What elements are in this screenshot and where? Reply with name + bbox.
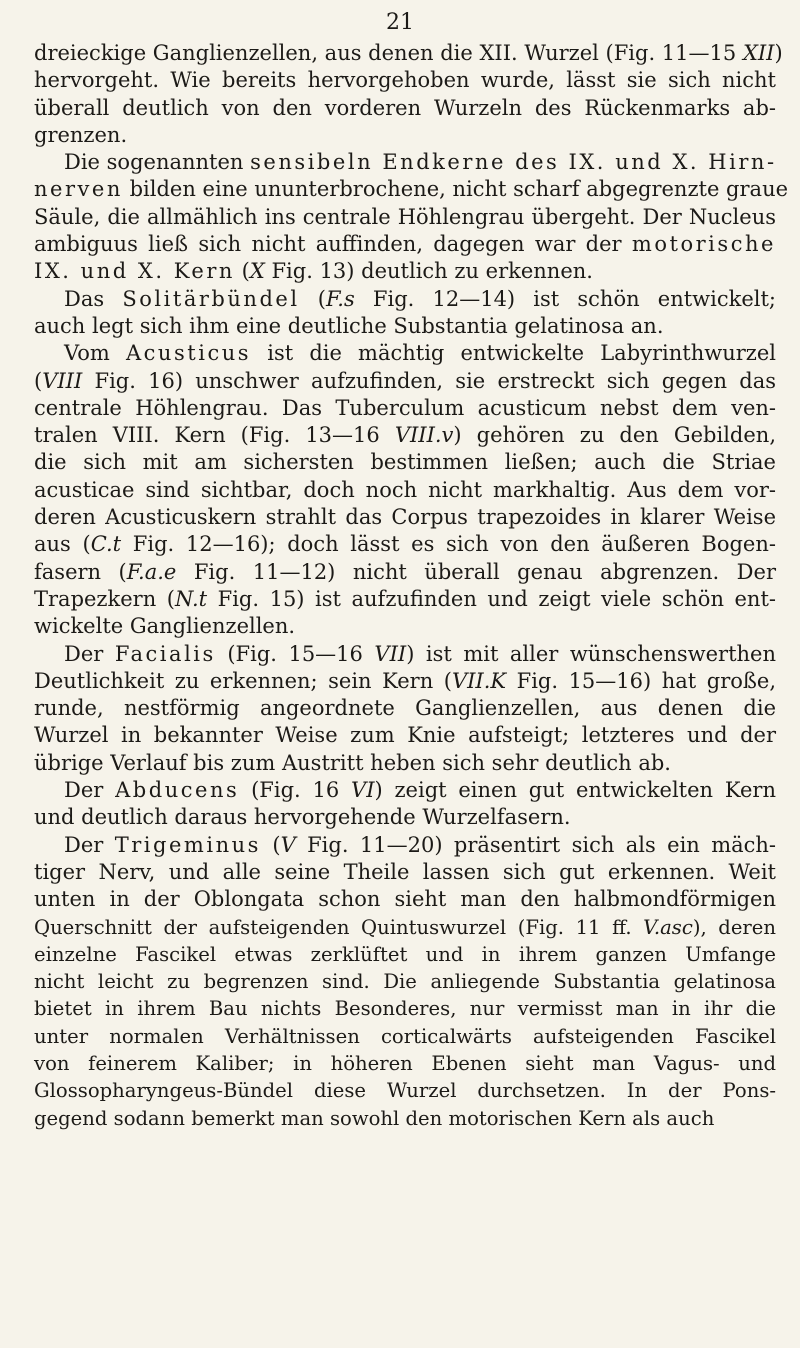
italic-reference: VIII.v: [394, 423, 454, 448]
text-line: [34, 122, 776, 149]
text-line: [34, 832, 776, 859]
text-segment: von feinerem Kaliber; in höheren Ebenen sieht man Vagus- und: [34, 1051, 776, 1075]
text-segment: Fig. 12—14) ist schön entwickelt;: [354, 286, 777, 311]
text-segment: Der: [64, 641, 115, 666]
text-segment: Fig. 15—16) hat große,: [506, 668, 777, 693]
text-line: [34, 95, 776, 122]
italic-reference: VII.K: [451, 668, 507, 693]
text-line: [34, 750, 776, 777]
text-segment: aus (: [34, 532, 91, 557]
text-segment: einzelne Fascikel etwas zerklüftet und in ihrem ganzen Umfange: [34, 942, 776, 966]
text-segment: Fig. 12—16); doch lässt es sich von den äußeren Bogen-: [121, 532, 776, 557]
text-segment: auch legt sich ihm eine deutliche Substantia gelatinosa an.: [34, 313, 664, 338]
text-segment: ): [774, 41, 783, 65]
text-line: [34, 67, 776, 94]
italic-reference: VI: [351, 778, 375, 803]
text-line: [34, 368, 776, 395]
spaced-term: motorische: [631, 232, 776, 257]
italic-reference: V: [280, 832, 296, 857]
spaced-term: sensibeln Endkerne des IX. und X. Hirn-: [250, 150, 777, 175]
text-line: [34, 859, 776, 886]
text-line: [34, 286, 776, 313]
text-segment: Trapezkern (: [34, 586, 175, 611]
text-line: [34, 258, 776, 285]
text-segment: Querschnitt der aufsteigenden Quintuswurzel (Fig. 11 ff.: [34, 915, 644, 939]
text-segment: Der: [64, 832, 115, 857]
text-line: [34, 40, 783, 67]
spaced-term: IX. und X. Kern: [34, 259, 235, 284]
text-line: [34, 176, 789, 203]
italic-reference: X: [249, 259, 265, 284]
text-line: [34, 531, 776, 558]
text-segment: Die sogenannten: [64, 150, 251, 175]
text-line: [34, 340, 776, 367]
text-line: [34, 995, 776, 1022]
text-segment: runde, nestförmig angeordnete Ganglienzellen, aus denen die: [34, 696, 776, 721]
text-segment: Säule, die allmählich ins centrale Höhlengrau übergeht. Der Nucleus: [34, 204, 776, 229]
text-segment: unter normalen Verhältnissen corticalwärts aufsteigenden Fascikel: [34, 1024, 776, 1048]
text-line: [34, 231, 776, 258]
text-line: [34, 395, 776, 422]
text-line: [34, 149, 776, 176]
text-line: [34, 313, 776, 340]
text-segment: Fig. 11—12) nicht überall genau abgrenzen. Der: [176, 559, 776, 584]
text-line: [34, 449, 776, 476]
text-line: [34, 804, 776, 831]
page-number: 21: [386, 10, 414, 35]
text-segment: tralen VIII. Kern (Fig. 13—16: [34, 423, 395, 448]
text-segment: Fig. 16) unschwer aufzufinden, sie erstreckt sich gegen das: [82, 368, 776, 393]
text-segment: (: [34, 368, 43, 393]
text-line: [34, 586, 776, 613]
text-line: [34, 1105, 776, 1132]
spaced-term: Abducens: [115, 778, 240, 803]
text-segment: Vom: [64, 341, 126, 366]
spaced-term: Facialis: [114, 641, 216, 666]
spaced-term: Solitärbündel: [122, 286, 300, 311]
text-line: [34, 613, 776, 640]
text-segment: hervorgeht. Wie bereits hervorgehoben wurde, lässt sie sich nicht: [34, 68, 776, 93]
text-line: [34, 559, 776, 586]
italic-reference: F.a.e: [126, 559, 177, 584]
text-segment: bilden eine ununterbrochene, nicht scharf abgegrenzte graue: [122, 177, 789, 202]
text-segment: Das: [64, 286, 123, 311]
text-line: [34, 914, 776, 941]
text-segment: ), deren: [692, 915, 776, 939]
text-line: [34, 968, 776, 995]
text-segment: Glossopharyngeus-Bündel diese Wurzel durchsetzen. In der Pons-: [34, 1079, 776, 1103]
text-segment: Wurzel in bekannter Weise zum Knie aufsteigt; letzteres und der: [34, 723, 776, 748]
text-line: [34, 722, 776, 749]
text-segment: dreieckige Ganglienzellen, aus denen die XII. Wurzel (Fig. 11—15: [34, 41, 743, 65]
text-segment: Deutlichkeit zu erkennen; sein Kern (: [34, 668, 452, 693]
text-segment: (: [234, 259, 250, 284]
text-segment: (Fig. 15—16: [215, 641, 375, 666]
text-segment: Fig. 15) ist aufzufinden und zeigt viele schön ent-: [207, 586, 776, 611]
text-line: [34, 504, 776, 531]
text-segment: bietet in ihrem Bau nichts Besonderes, nur vermisst man in ihr die: [34, 997, 776, 1021]
italic-reference: VIII: [42, 368, 83, 393]
italic-reference: F.s: [325, 286, 355, 311]
text-segment: centrale Höhlengrau. Das Tuberculum acusticum nebst dem ven-: [34, 395, 776, 420]
text-segment: Fig. 13) deutlich zu erkennen.: [264, 259, 593, 284]
italic-reference: N.t: [174, 586, 208, 611]
text-line: [34, 941, 776, 968]
text-line: [34, 641, 776, 668]
text-segment: Der: [64, 778, 116, 803]
text-line: [34, 695, 776, 722]
text-segment: ambiguus ließ sich nicht auffinden, dagegen war der: [34, 232, 632, 257]
spaced-term: nerven: [34, 177, 123, 202]
text-segment: die sich mit am sichersten bestimmen ließen; auch die Striae: [34, 450, 776, 475]
text-segment: (: [260, 832, 281, 857]
text-segment: ist die mächtig entwickelte Labyrinthwurzel: [251, 341, 776, 366]
italic-reference: XII: [742, 41, 775, 65]
text-line: [34, 1050, 776, 1077]
text-line: [34, 1077, 776, 1104]
text-segment: unten in der Oblongata schon sieht man den halbmondförmigen: [34, 887, 776, 912]
text-segment: ) ist mit aller wünschenswerthen: [406, 641, 776, 666]
text-segment: ) zeigt einen gut entwickelten Kern: [374, 778, 776, 803]
spaced-term: Trigeminus: [114, 832, 261, 857]
text-line: [34, 1023, 776, 1050]
text-line: [34, 886, 776, 913]
text-segment: fasern (: [34, 559, 127, 584]
italic-reference: VII: [374, 641, 407, 666]
body-text: [34, 40, 789, 1132]
text-segment: überall deutlich von den vorderen Wurzeln des Rückenmarks ab-: [34, 95, 776, 120]
text-line: [34, 777, 776, 804]
text-segment: übrige Verlauf bis zum Austritt heben sich sehr deutlich ab.: [34, 750, 671, 775]
text-segment: tiger Nerv, und alle seine Theile lassen sich gut erkennen. Weit: [34, 859, 776, 884]
text-segment: ) gehören zu den Gebilden,: [453, 423, 776, 448]
text-segment: Fig. 11—20) präsentirt sich als ein mäch-: [295, 832, 777, 857]
text-line: [34, 204, 776, 231]
text-line: [34, 422, 776, 449]
text-segment: (: [299, 286, 326, 311]
text-segment: grenzen.: [34, 122, 128, 147]
text-segment: nicht leicht zu begrenzen sind. Die anliegende Substantia gelatinosa: [34, 970, 776, 994]
text-segment: wickelte Ganglienzellen.: [34, 614, 296, 639]
text-line: [34, 668, 776, 695]
text-segment: acusticae sind sichtbar, doch noch nicht markhaltig. Aus dem vor-: [34, 477, 776, 502]
spaced-term: Acusticus: [125, 341, 252, 366]
text-line: [34, 477, 776, 504]
text-segment: gegend sodann bemerkt man sowohl den motorischen Kern als auch: [34, 1106, 715, 1130]
italic-reference: C.t: [90, 532, 122, 557]
italic-reference: V.asc: [643, 915, 693, 939]
text-segment: deren Acusticuskern strahlt das Corpus trapezoides in klarer Weise: [34, 505, 776, 530]
text-segment: (Fig. 16: [239, 778, 352, 803]
text-segment: und deutlich daraus hervorgehende Wurzelfasern.: [34, 805, 571, 830]
